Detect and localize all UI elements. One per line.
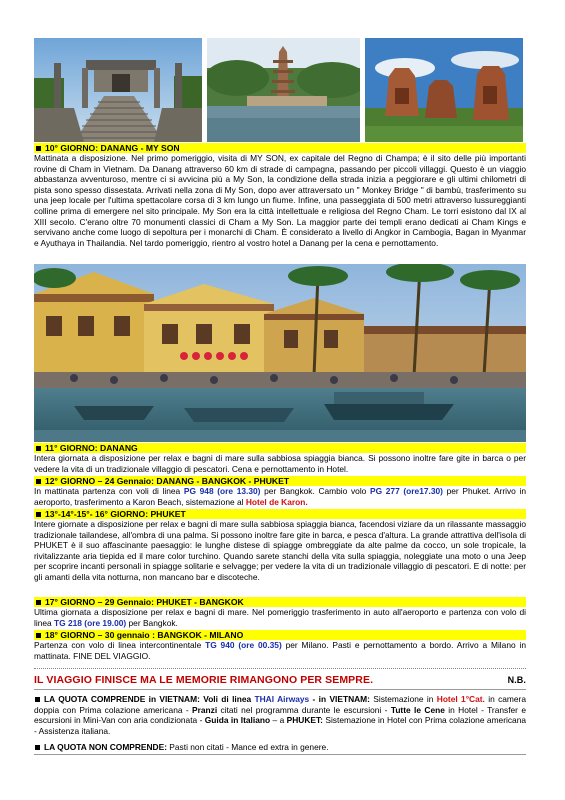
day-18-section — [34, 630, 526, 661]
flight-pg277: PG 277 (ore17.30) — [370, 486, 443, 496]
bullet-square-icon — [36, 479, 41, 484]
bullet-square-icon — [36, 146, 41, 151]
airline-name: THAI Airways — [254, 694, 310, 704]
flight-tg218: TG 218 (ore 19.00) — [54, 617, 127, 628]
day-17-text: Ultima giornata a disposizione per relax e bagni di mare. Nel pomeriggio trasferimento in auto all'aeroporto e partenza con volo di linea TG 218 (ore 19.00) per Bangkok. — [34, 607, 526, 628]
divider — [34, 668, 526, 669]
day-18-text: Partenza con volo di linea intercontinentale TG 940 (ore 00.35) per Milano. Pasti e pernottamento a bordo. Arrivo a Milano in mattinata. FINE DEL VIAGGIO. — [34, 640, 526, 661]
photo-my-son-ruins — [365, 38, 523, 142]
day-13-16-header: 13°-14°-15°- 16° GIORNO: PHUKET — [34, 509, 526, 519]
quota-exclude: LA QUOTA NON COMPRENDE: Pasti non citati - Mance ed extra in genere. — [34, 742, 526, 753]
day-12-header: 12° GIORNO – 24 Gennaio: DANANG - BANGKOK - PHUKET — [34, 476, 526, 486]
flight-tg940: TG 940 (ore 00.35) — [205, 640, 282, 650]
day-17-header: 17° GIORNO – 29 Gennaio: PHUKET - BANGKOK — [34, 597, 526, 607]
bullet-square-icon — [36, 512, 41, 517]
day-10-header: 10° GIORNO: DANANG - MY SON — [34, 143, 526, 153]
bullet-square-icon — [35, 745, 40, 750]
day-13-16-text: Intere giornate a disposizione per relax e bagni di mare sulla sabbiosa spiaggia bianca, facendosi viziare da un rilassante massaggio tradizionale tailandese, all'ombra di una palma. Si possono inoltre fare gite in barca, e pesca d'altura. La grande attrattiva dell'isola di PHUKET è il suo affascinante paesaggio: le lunghe distese di spiagge ombreggiate da alte palme da cocco, un sole tropicale, la rivitalizzante aria tiepida ed il mare color turchino. Quando sarete stanchi della vita sulla spiaggia, noleggiate una moto o una Jeep per scoprire incanti personali in spiagge solitarie e selvagge; per vedere la vita di un tradizionale villaggio di pescatori. E di notte: per gli amanti della vita notturna, non mancano bar e discoteche. — [34, 519, 526, 582]
nb-label: N.B. — [507, 675, 526, 685]
divider — [34, 689, 526, 690]
photo-imperial-tomb-stairs — [34, 38, 202, 142]
hotel-de-karon: Hotel de Karon. — [245, 496, 308, 507]
day-12-text: In mattinata partenza con voli di linea PG 948 (ore 13.30) per Bangkok. Cambio volo PG 277 (ore17.30) per Phuket. Arrivo in aeroporto, trasferimento a Karon Beach, sistemazione al Hotel de Karon. — [34, 486, 526, 507]
divider — [34, 754, 526, 755]
hotel-category: Hotel 1°Cat. — [436, 694, 485, 704]
day-13-16-section — [34, 509, 526, 583]
bullet-square-icon — [36, 633, 41, 638]
day-10-text: Mattinata a disposizione. Nel primo pomeriggio, visita di MY SON, ex capitale del Regno di Champa; è il sito delle più importanti rovine di Cham in Vietnam. Da Danang attraverso 60 km di strade di campagna, passando per piccoli villaggi. Questo è un viaggio abbastanza avventuroso, mentre ci si avvicina più a My Son, la condizione della strada inizia a peggiorare e gli ultimi chilometri di pista sono spesso dissestata. Arrivati nella zona di My Son, dopo aver attraversato un " Monkey Bridge " di bambù, trasferimento su una jeep locale per l'ultima spettacolare corsa di 3 km lungo un fiume. Infine, una passeggiata di 500 metri attraverso lussureggianti colline prima di emergere nel sito principale. My Son era la città intellettuale e religiosa del Regno Cham. Le torri esistono dal IX al XIII secolo. C'erano oltre 70 monumenti classici di Cham a My Son. La maggior parte dei templi erano dedicati ai Cham Kings e servivano anche come luogo di sepoltura per i monarchi di Cham. È considerato a livello di Angkor in Cambogia, Bagan in Myanmar e Ayuthaya in Thailandia. Nel tardo pomeriggio, rientro al vostro hotel a Danang per la cena e pernottamento. — [34, 153, 526, 248]
photo-pagoda-river — [207, 38, 360, 142]
day-11-header: 11° GIORNO: DANANG — [34, 443, 526, 453]
day-11-section — [34, 443, 526, 474]
day-18-header: 18° GIORNO – 30 gennaio : BANGKOK - MILANO — [34, 630, 526, 640]
day-10-section — [34, 143, 526, 248]
bullet-square-icon — [36, 600, 41, 605]
photo-hoi-an-riverfront — [34, 264, 526, 442]
bullet-square-icon — [36, 446, 41, 451]
day-17-section — [34, 597, 526, 628]
closing-slogan: IL VIAGGIO FINISCE MA LE MEMORIE RIMANGONO PER SEMPRE. N.B. — [34, 674, 526, 686]
quota-include: LA QUOTA COMPRENDE in VIETNAM: Voli di linea THAI Airways - in VIETNAM: Sistemazione in Hotel 1°Cat. in camera doppia con Prima colazione americana - Pranzi citati nel programma durante le escursioni - Tutte le Cene in Hotel - Transfer e escursioni in Mini-Van con aria condizionata - Guida in Italiano – a PHUKET: Sistemazione in Hotel con Prima colazione americana - Assistenza italiana. — [34, 694, 527, 736]
flight-pg948: PG 948 (ore 13.30) — [183, 486, 261, 496]
bullet-square-icon — [35, 697, 40, 702]
day-12-section — [34, 476, 526, 507]
day-11-text: Intera giornata a disposizione per relax e bagni di mare sulla sabbiosa spiaggia bianca. Si possono inoltre fare gite in barca o per vedere la vita di un tradizionale villaggio di pescatori. Cena e pernottamento in Hotel. — [34, 453, 526, 474]
